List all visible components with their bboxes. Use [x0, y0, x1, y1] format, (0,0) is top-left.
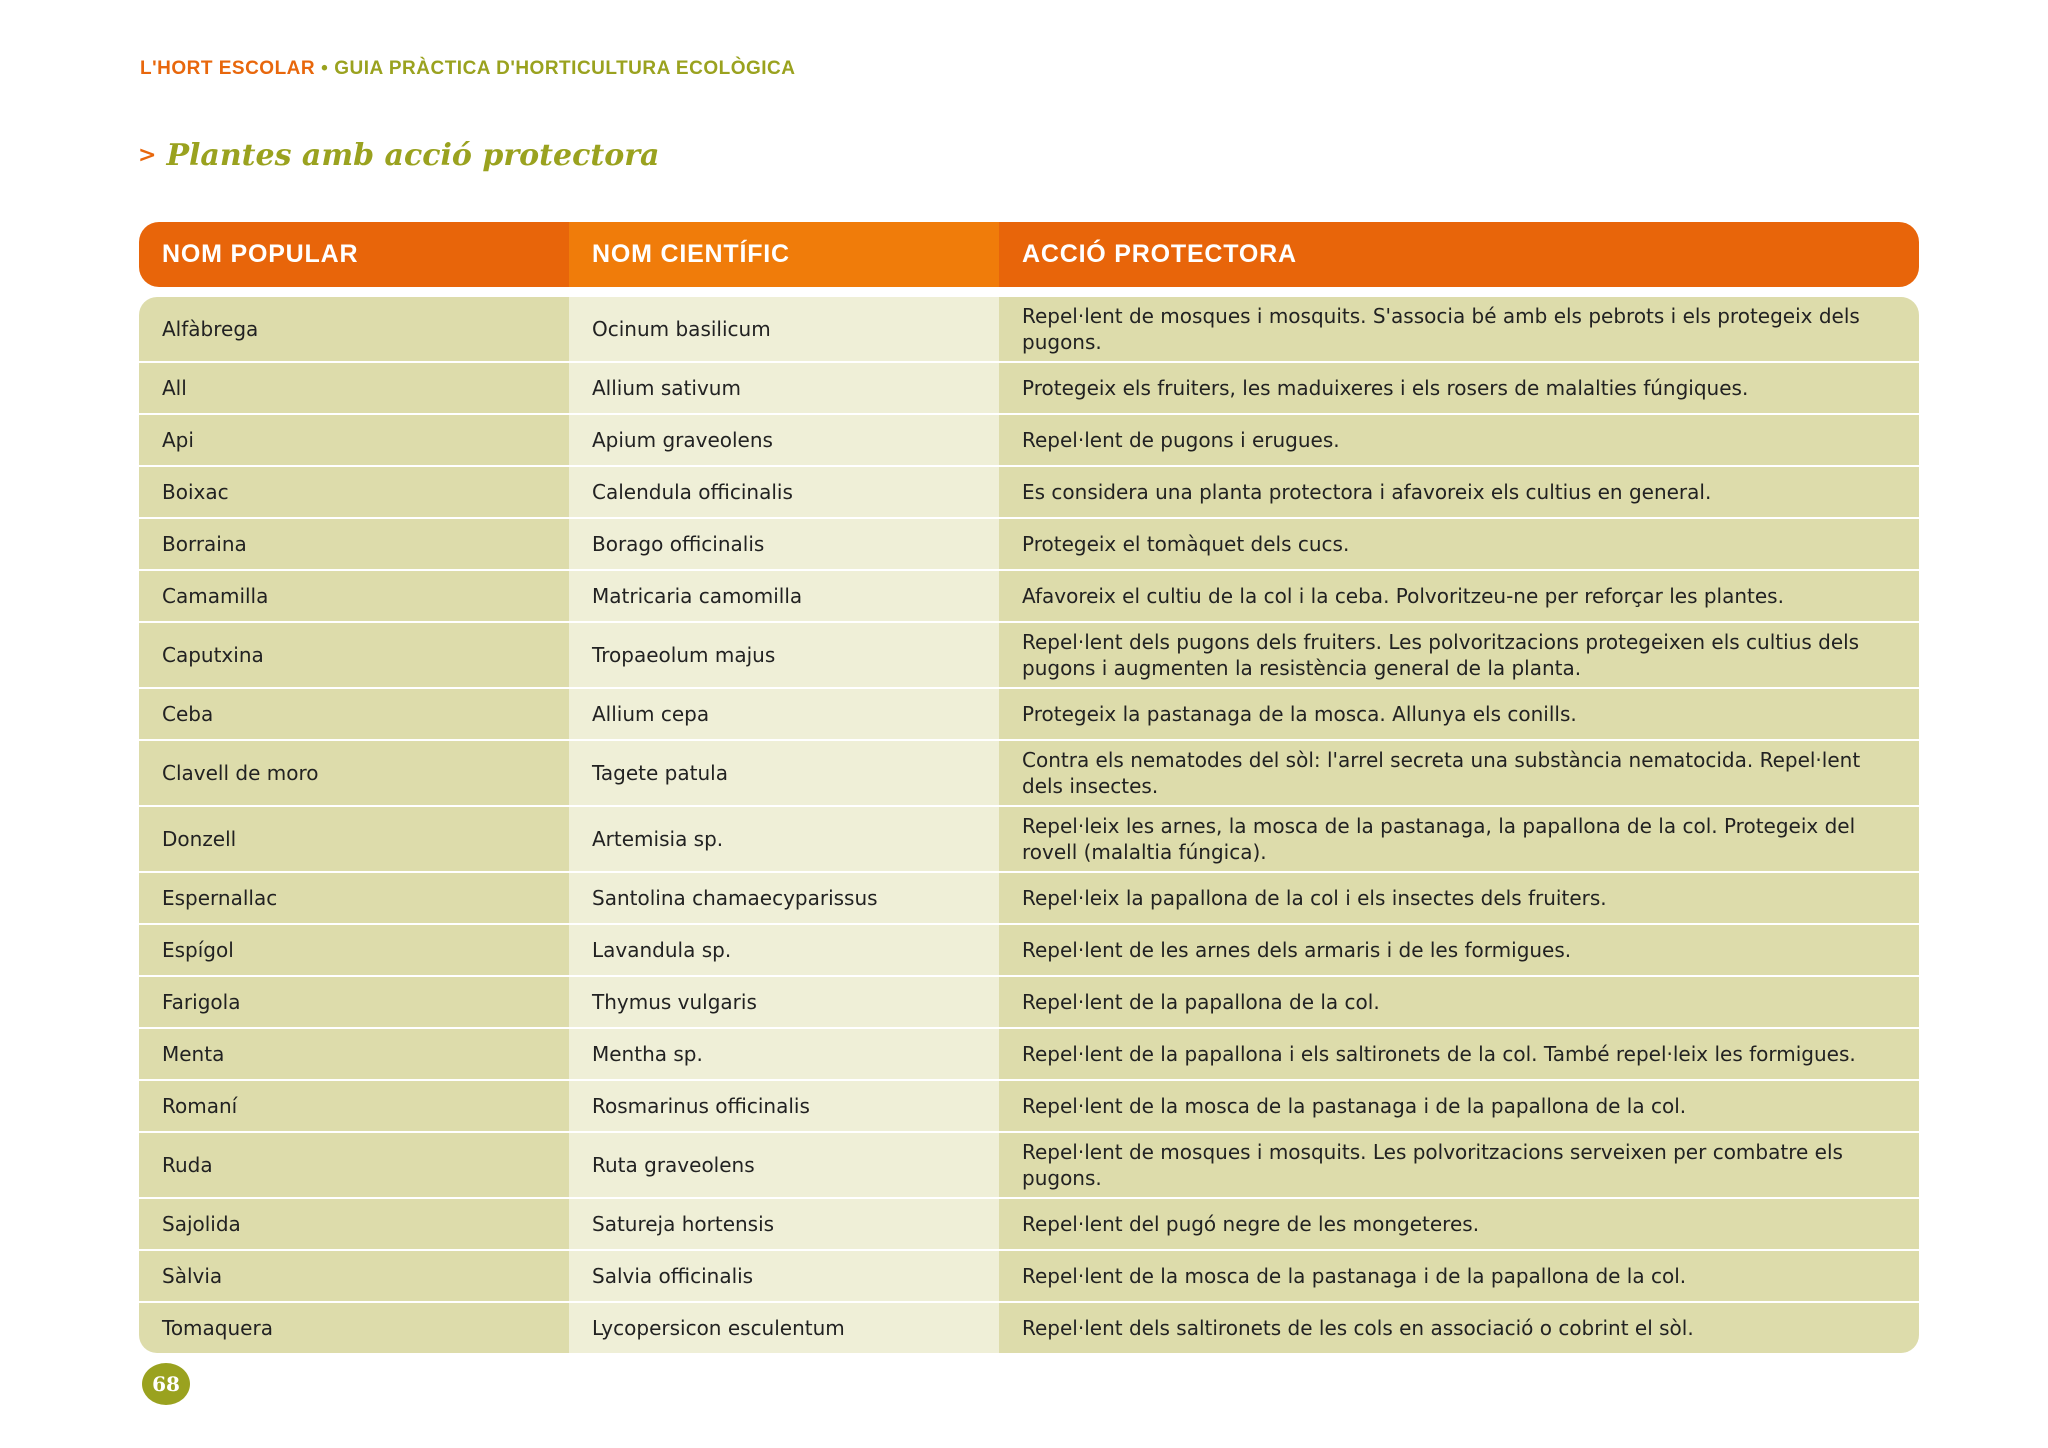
cell-scientific-name: Thymus vulgaris — [569, 977, 999, 1027]
cell-protective-action: Repel·lent dels saltironets de les cols en associació o cobrint el sòl. — [999, 1303, 1919, 1353]
cell-popular-name: Menta — [139, 1029, 569, 1079]
cell-protective-action: Repel·lent de la papallona i els saltironets de la col. També repel·leix les formigues. — [999, 1029, 1919, 1079]
cell-scientific-name: Lavandula sp. — [569, 925, 999, 975]
cell-protective-action: Repel·lent de mosques i mosquits. Les polvoritzacions serveixen per combatre els pugons. — [999, 1133, 1919, 1197]
cell-protective-action: Repel·lent de la mosca de la pastanaga i de la papallona de la col. — [999, 1251, 1919, 1301]
cell-protective-action: Repel·lent de les arnes dels armaris i de les formigues. — [999, 925, 1919, 975]
table-row — [139, 361, 1919, 413]
cell-popular-name: Alfàbrega — [139, 297, 569, 361]
cell-popular-name: Espígol — [139, 925, 569, 975]
cell-popular-name: Borraina — [139, 519, 569, 569]
cell-protective-action: Repel·lent de la mosca de la pastanaga i de la papallona de la col. — [999, 1081, 1919, 1131]
table-row — [139, 465, 1919, 517]
cell-popular-name: Sàlvia — [139, 1251, 569, 1301]
table-row — [139, 805, 1919, 871]
cell-scientific-name: Tropaeolum majus — [569, 623, 999, 687]
cell-protective-action: Repel·lent del pugó negre de les mongeteres. — [999, 1199, 1919, 1249]
cell-protective-action: Repel·lent de pugons i erugues. — [999, 415, 1919, 465]
plants-table — [139, 222, 1919, 1353]
cell-scientific-name: Matricaria camomilla — [569, 571, 999, 621]
column-header-protective-action: ACCIÓ PROTECTORA — [999, 222, 1919, 287]
table-row — [139, 413, 1919, 465]
cell-protective-action: Contra els nematodes del sòl: l'arrel secreta una substància nematocida. Repel·lent dels insectes. — [999, 741, 1919, 805]
table-row — [139, 569, 1919, 621]
table-row — [139, 975, 1919, 1027]
header-separator: • — [321, 58, 329, 79]
section-title: Plantes amb acció protectora — [166, 138, 660, 173]
page-number: 68 — [142, 1363, 190, 1405]
cell-scientific-name: Satureja hortensis — [569, 1199, 999, 1249]
cell-popular-name: Ceba — [139, 689, 569, 739]
cell-scientific-name: Mentha sp. — [569, 1029, 999, 1079]
table-row — [139, 1079, 1919, 1131]
chevron-right-icon: > — [138, 142, 157, 168]
column-header-scientific-name: NOM CIENTÍFIC — [569, 222, 999, 287]
cell-protective-action: Repel·lent de mosques i mosquits. S'associa bé amb els pebrots i els protegeix dels pugons. — [999, 297, 1919, 361]
table-row — [139, 1301, 1919, 1353]
cell-scientific-name: Allium sativum — [569, 363, 999, 413]
table-row — [139, 871, 1919, 923]
cell-scientific-name: Borago officinalis — [569, 519, 999, 569]
table-row — [139, 1131, 1919, 1197]
table-row — [139, 923, 1919, 975]
cell-scientific-name: Tagete patula — [569, 741, 999, 805]
cell-popular-name: Tomaquera — [139, 1303, 569, 1353]
cell-protective-action: Afavoreix el cultiu de la col i la ceba. Polvoritzeu-ne per reforçar les plantes. — [999, 571, 1919, 621]
column-header-popular-name: NOM POPULAR — [139, 222, 569, 287]
cell-scientific-name: Calendula officinalis — [569, 467, 999, 517]
cell-scientific-name: Lycopersicon esculentum — [569, 1303, 999, 1353]
cell-popular-name: Boixac — [139, 467, 569, 517]
cell-scientific-name: Allium cepa — [569, 689, 999, 739]
table-header — [139, 222, 1919, 287]
cell-scientific-name: Artemisia sp. — [569, 807, 999, 871]
table-row — [139, 297, 1919, 361]
cell-scientific-name: Rosmarinus officinalis — [569, 1081, 999, 1131]
table-row — [139, 517, 1919, 569]
cell-popular-name: Camamilla — [139, 571, 569, 621]
header-brand: L'HORT ESCOLAR — [140, 58, 316, 79]
cell-popular-name: Espernallac — [139, 873, 569, 923]
table-row — [139, 739, 1919, 805]
cell-popular-name: Caputxina — [139, 623, 569, 687]
cell-protective-action: Protegeix els fruiters, les maduixeres i els rosers de malalties fúngiques. — [999, 363, 1919, 413]
cell-popular-name: All — [139, 363, 569, 413]
table-row — [139, 621, 1919, 687]
table-row — [139, 1249, 1919, 1301]
cell-scientific-name: Santolina chamaecyparissus — [569, 873, 999, 923]
header-subtitle: GUIA PRÀCTICA D'HORTICULTURA ECOLÒGICA — [334, 58, 796, 79]
cell-protective-action: Repel·leix la papallona de la col i els insectes dels fruiters. — [999, 873, 1919, 923]
section-heading — [138, 138, 659, 173]
cell-popular-name: Clavell de moro — [139, 741, 569, 805]
cell-scientific-name: Apium graveolens — [569, 415, 999, 465]
cell-popular-name: Ruda — [139, 1133, 569, 1197]
table-row — [139, 1197, 1919, 1249]
table-body — [139, 297, 1919, 1353]
cell-scientific-name: Salvia officinalis — [569, 1251, 999, 1301]
cell-popular-name: Api — [139, 415, 569, 465]
running-header — [140, 58, 795, 80]
cell-protective-action: Repel·lent de la papallona de la col. — [999, 977, 1919, 1027]
cell-protective-action: Es considera una planta protectora i afavoreix els cultius en general. — [999, 467, 1919, 517]
table-row — [139, 687, 1919, 739]
cell-popular-name: Romaní — [139, 1081, 569, 1131]
table-row — [139, 1027, 1919, 1079]
cell-popular-name: Farigola — [139, 977, 569, 1027]
cell-scientific-name: Ocinum basilicum — [569, 297, 999, 361]
cell-popular-name: Sajolida — [139, 1199, 569, 1249]
cell-protective-action: Repel·lent dels pugons dels fruiters. Les polvoritzacions protegeixen els cultius dels pugons i augmenten la resistència general de la planta. — [999, 623, 1919, 687]
cell-popular-name: Donzell — [139, 807, 569, 871]
cell-protective-action: Protegeix la pastanaga de la mosca. Allunya els conills. — [999, 689, 1919, 739]
cell-protective-action: Protegeix el tomàquet dels cucs. — [999, 519, 1919, 569]
cell-scientific-name: Ruta graveolens — [569, 1133, 999, 1197]
cell-protective-action: Repel·leix les arnes, la mosca de la pastanaga, la papallona de la col. Protegeix del rovell (malaltia fúngica). — [999, 807, 1919, 871]
